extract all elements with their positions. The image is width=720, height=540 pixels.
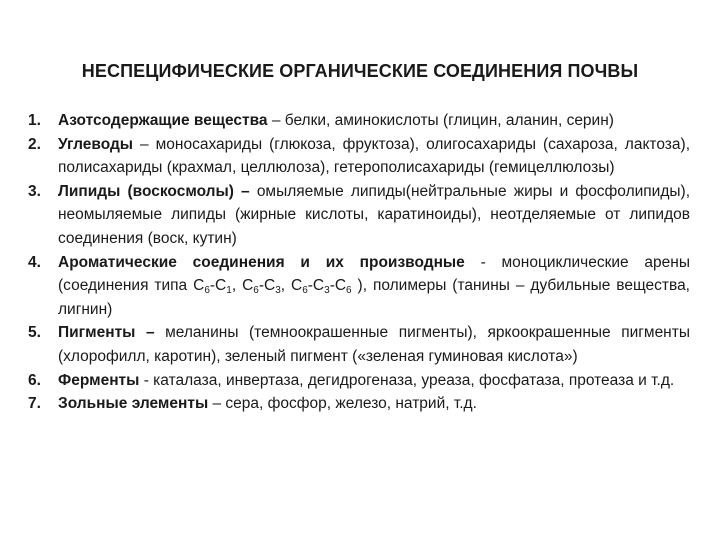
item-number: 6. — [28, 371, 41, 389]
formula-part: -C — [258, 277, 276, 295]
item-term: Ароматические соединения и их производные — [58, 253, 465, 271]
formula — [291, 277, 358, 297]
slide-title: НЕСПЕЦИФИЧЕСКИЕ ОРГАНИЧЕСКИЕ СОЕДИНЕНИЯ ПОЧВЫ — [81, 61, 639, 81]
formula-subscript: 6 — [302, 285, 308, 297]
list-item — [28, 392, 690, 416]
item-number: 3. — [28, 182, 41, 200]
item-text: – моносахариды (глюкоза, фруктоза), олигосахариды (сахароза, лактоза), полисахариды (крахмал, целлюлоза), гетерополисахариды (гемицеллюлозы) — [58, 135, 690, 177]
formula-subscript: 3 — [324, 285, 330, 297]
formula — [193, 277, 243, 297]
item-text: - каталаза, инвертаза, дегидрогеназа, уреаза, фосфатаза, протеаза и т.д. — [139, 371, 675, 389]
item-text: - моноциклические арены (соединения типа — [58, 253, 690, 295]
formula-part: -C — [307, 277, 325, 295]
item-text: – сера, фосфор, железо, натрий, т.д. — [208, 395, 477, 413]
item-number: 7. — [28, 395, 41, 413]
item-text: меланины (темноокрашенные пигменты), яркоокрашенные пигменты (хлорофилл, каротин), зеленый пигмент («зеленая гуминовая кислота») — [58, 324, 690, 365]
item-number: 1. — [28, 112, 41, 129]
list-item — [28, 109, 690, 133]
list-item — [28, 180, 690, 251]
formula-subscript: 6 — [204, 285, 210, 297]
list-item — [28, 133, 690, 180]
formula-subscript: 3 — [275, 285, 281, 297]
item-text: омыляемые липиды(нейтральные жиры и фосфолипиды), неомыляемые липиды (жирные кислоты, каратиноиды), неотделяемые от липидов соединения (воск, кутин) — [58, 182, 690, 247]
item-text: ), полимеры (танины – дубильные вещества, лигнин) — [58, 277, 690, 318]
item-term: Пигменты – — [58, 324, 155, 342]
item-number: 4. — [28, 253, 41, 271]
item-term: Углеводы — [58, 135, 134, 153]
formula-part: C — [193, 277, 205, 295]
formula-subscript: 6 — [346, 285, 352, 297]
formula-part: -C — [209, 277, 227, 295]
formula-part: , — [280, 277, 291, 295]
formula-subscript: 6 — [253, 285, 259, 297]
list-item — [28, 321, 690, 368]
formula-part: C — [291, 277, 303, 295]
item-term: Ферменты — [58, 371, 140, 389]
list-item — [28, 369, 690, 393]
item-number: 5. — [28, 324, 41, 342]
item-term: Азотсодержащие вещества — [58, 112, 268, 129]
formula-subscript: 1 — [226, 285, 232, 297]
formula-part: -C — [329, 277, 347, 295]
list-item — [28, 251, 690, 322]
compound-list — [28, 109, 690, 416]
formula — [242, 277, 291, 297]
item-text: – белки, аминокислоты (глицин, аланин, серин) — [267, 112, 614, 129]
formula-part: C — [242, 277, 254, 295]
item-term: Липиды (воскосмолы) – — [58, 182, 250, 200]
item-term: Зольные элементы — [58, 395, 209, 413]
formula-part: , — [231, 277, 243, 295]
item-number: 2. — [28, 135, 41, 153]
